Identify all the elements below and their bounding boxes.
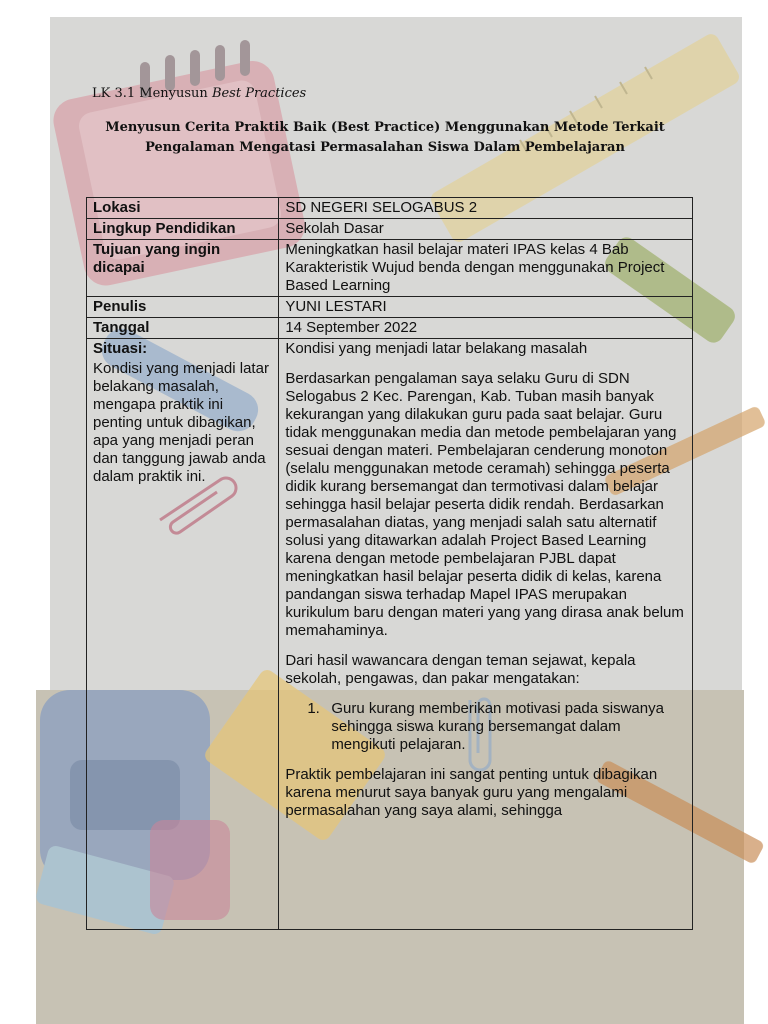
tujuan-value: Meningkatkan hasil belajar materi IPAS kelas 4 Bab Karakteristik Wujud benda dengan menggunakan Project Based Learning (279, 240, 693, 297)
worksheet-code-italic: Best Practices (211, 86, 307, 101)
lokasi-label: Lokasi (87, 198, 279, 219)
document-title: Menyusun Cerita Praktik Baik (Best Practice) Menggunakan Metode Terkait Pengalaman Mengatasi Permasalahan Siswa Dalam Pembelajaran (105, 120, 665, 155)
penulis-value: YUNI LESTARI (279, 297, 693, 318)
penulis-label: Penulis (87, 297, 279, 318)
table-row (87, 339, 693, 930)
situasi-paragraph-3: Praktik pembelajaran ini sangat penting untuk dibagikan karena menurut saya banyak guru yang mengalami permasalahan yang saya alami, sehingga (285, 766, 658, 819)
situasi-paragraph-1: Berdasarkan pengalaman saya selaku Guru di SDN Selogabus 2 Kec. Parengan, Kab. Tuban masih banyak kekurangan yang dilakukan guru pada saat belajar. Guru tidak menggunakan media dan metode pembelajaran yang sesuai dengan materi. Pembelajaran cenderung monoton (selalu menggunakan metode ceramah) sehingga peserta didik kurang bersemangat dan termotivasi dalam belajar sehingga hasil belajar peserta didik rendah. Berdasarkan permasalahan diatas, yang menjadi salah satu alternatif solusi yang ditawarkan adalah Project Based Learning karena dengan metode pembelajaran PJBL dapat meningkatkan hasil belajar peserta didik di kelas, karena pandangan siswa terhadap Mapel IPAS merupakan kurikulum baru dengan materi yang yang dirasa anak belum memahaminya. (285, 370, 684, 639)
tujuan-label: Tujuan yang ingin dicapai (87, 240, 279, 297)
tanggal-value: 14 September 2022 (279, 318, 693, 339)
tanggal-label: Tanggal (87, 318, 279, 339)
table-row (87, 318, 693, 339)
list-item (307, 700, 686, 754)
situasi-description: Kondisi yang menjadi latar belakang masalah, mengapa praktik ini penting untuk dibagikan, apa yang menjadi peran dan tanggung jawab anda dalam praktik ini. (93, 360, 269, 485)
best-practice-table (86, 197, 693, 930)
situasi-label: Situasi: (93, 340, 148, 357)
lingkup-value: Sekolah Dasar (279, 219, 693, 240)
table-row (87, 297, 693, 318)
situasi-label-cell (87, 339, 279, 930)
lingkup-label: Lingkup Pendidikan (87, 219, 279, 240)
list-number: 1. (307, 700, 320, 717)
situasi-paragraph-2: Dari hasil wawancara dengan teman sejawat, kepala sekolah, pengawas, dan pakar mengatakan: (285, 652, 636, 687)
table-row (87, 240, 693, 297)
worksheet-code: LK 3.1 Menyusun Best Practices (92, 86, 307, 101)
table-row (87, 219, 693, 240)
situasi-heading: Kondisi yang menjadi latar belakang masalah (285, 340, 588, 357)
table-row (87, 198, 693, 219)
lokasi-value: SD NEGERI SELOGABUS 2 (279, 198, 693, 219)
situasi-content (279, 339, 693, 930)
list-text: Guru kurang memberikan motivasi pada siswanya sehingga siswa kurang bersemangat dalam mengikuti pelajaran. (331, 700, 664, 753)
